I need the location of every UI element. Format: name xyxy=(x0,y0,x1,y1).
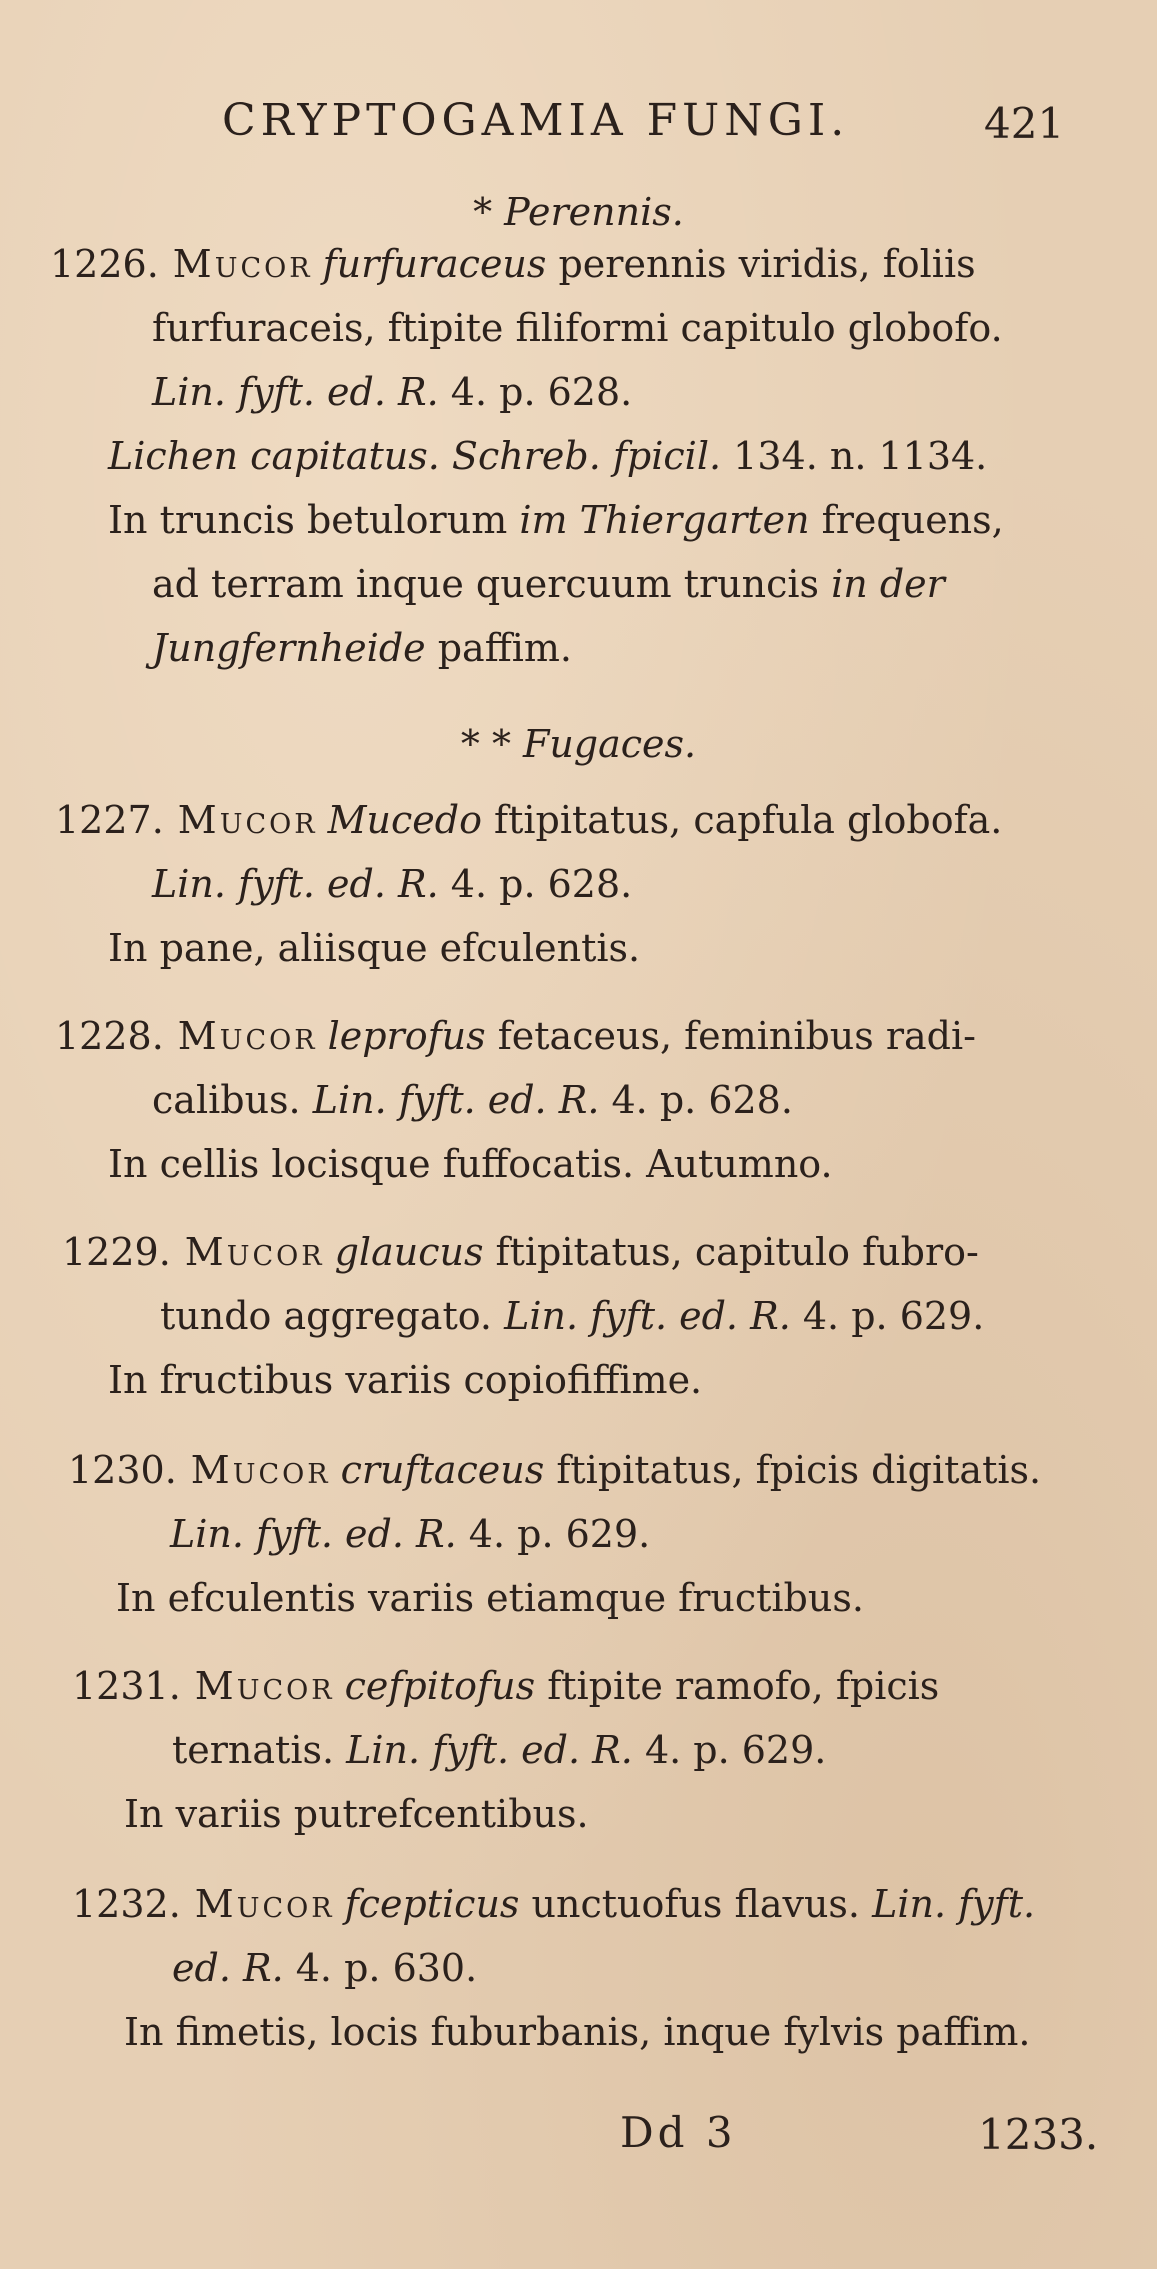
reference-page: 4. p. 628. xyxy=(599,1078,793,1122)
description-text: ftipitatus, fpicis digitatis. xyxy=(544,1448,1042,1492)
reference-text: Lin. fyft. ed. R. xyxy=(152,370,439,414)
habitat-text: paffim. xyxy=(425,626,572,670)
habitat-text: frequens, xyxy=(809,498,1004,542)
description-text: tundo aggregato. xyxy=(160,1294,505,1338)
reference-text: Lin. fyft. ed. R. xyxy=(152,862,439,906)
habitat-place: Jungfernheide xyxy=(152,626,426,670)
section-title: Perennis. xyxy=(504,190,684,234)
species-name: glaucus xyxy=(334,1230,484,1274)
page-header xyxy=(0,95,1157,155)
genus-name: Mucor xyxy=(172,242,313,286)
habitat-text: In variis putrefcentibus. xyxy=(124,1792,589,1836)
species-name: furfuraceus xyxy=(322,242,547,286)
reference-text: Lin. fyft. ed. R. xyxy=(312,1078,600,1122)
catchword: 1233. xyxy=(978,2110,1099,2159)
section-heading-fugaces xyxy=(0,722,1157,766)
section-heading-perennis xyxy=(0,190,1157,234)
habitat-text: In efculentis variis etiamque fructibus. xyxy=(116,1576,864,1620)
description-text: ternatis. xyxy=(172,1728,347,1772)
entry-number: 1226. xyxy=(50,242,159,286)
species-name: cruftaceus xyxy=(340,1448,545,1492)
habitat-text: In cellis locisque fuffocatis. Autumno. xyxy=(108,1142,833,1186)
genus-name: Mucor xyxy=(194,1882,335,1926)
genus-name: Mucor xyxy=(177,798,318,842)
entry-number: 1230. xyxy=(68,1448,177,1492)
page-footer xyxy=(0,2108,1157,2168)
habitat-place: im Thiergarten xyxy=(519,498,810,542)
genus-name: Mucor xyxy=(190,1448,331,1492)
entry-number: 1232. xyxy=(72,1882,181,1926)
genus-name: Mucor xyxy=(184,1230,325,1274)
description-text: fetaceus, feminibus radi- xyxy=(485,1014,977,1058)
description-text: ftipite ramofo, fpicis xyxy=(535,1664,940,1708)
description-text: ftipitatus, capfula globofa. xyxy=(481,798,1003,842)
entry-number: 1231. xyxy=(72,1664,181,1708)
genus-name: Mucor xyxy=(177,1014,318,1058)
reference-text: Lin. fyft. ed. R. xyxy=(170,1512,457,1556)
synonym-page: 134. n. 1134. xyxy=(721,434,988,478)
page-number: 421 xyxy=(984,99,1065,148)
reference-text: ed. R. xyxy=(172,1946,284,1990)
reference-text: Lin. fyft. ed. R. xyxy=(346,1728,633,1772)
entry-number: 1229. xyxy=(62,1230,171,1274)
section-title: Fugaces. xyxy=(522,722,697,766)
reference-text: Lin. fyft. xyxy=(872,1882,1036,1926)
reference-page: 4. p. 630. xyxy=(283,1946,478,1990)
habitat-text: In pane, aliisque efculentis. xyxy=(108,926,641,970)
habitat-place: in der xyxy=(831,562,945,606)
description-text: calibus. xyxy=(152,1078,313,1122)
reference-page: 4. p. 629. xyxy=(456,1512,651,1556)
description-text: unctuofus flavus. xyxy=(519,1882,873,1926)
species-name: fcepticus xyxy=(344,1882,520,1926)
description-text: ftipitatus, capitulo fubro- xyxy=(483,1230,979,1274)
description-text: perennis viridis, foliis xyxy=(546,242,976,286)
synonym-text: Lichen capitatus. Schreb. fpicil. xyxy=(108,434,722,478)
section-stars: * * xyxy=(460,722,511,766)
entry-number: 1228. xyxy=(55,1014,164,1058)
reference-page: 4. p. 628. xyxy=(438,370,633,414)
species-name: Mucedo xyxy=(327,798,482,842)
habitat-text: ad terram inque quercuum truncis xyxy=(152,562,832,606)
running-title: CRYPTOGAMIA FUNGI. xyxy=(222,95,850,146)
description-text: furfuraceis, ftipite filiformi capitulo globofo. xyxy=(152,306,1003,350)
habitat-text: In fimetis, locis fuburbanis, inque fylvis paffim. xyxy=(124,2010,1031,2054)
reference-page: 4. p. 629. xyxy=(790,1294,985,1338)
section-stars: * xyxy=(473,190,493,234)
reference-page: 4. p. 628. xyxy=(438,862,633,906)
reference-page: 4. p. 629. xyxy=(632,1728,827,1772)
signature-mark: Dd 3 xyxy=(620,2108,737,2157)
entry-number: 1227. xyxy=(55,798,164,842)
habitat-text: In fructibus variis copiofiffime. xyxy=(108,1358,703,1402)
reference-text: Lin. fyft. ed. R. xyxy=(504,1294,791,1338)
genus-name: Mucor xyxy=(194,1664,335,1708)
species-name: leprofus xyxy=(327,1014,486,1058)
species-name: cefpitofus xyxy=(344,1664,536,1708)
habitat-text: In truncis betulorum xyxy=(108,498,520,542)
